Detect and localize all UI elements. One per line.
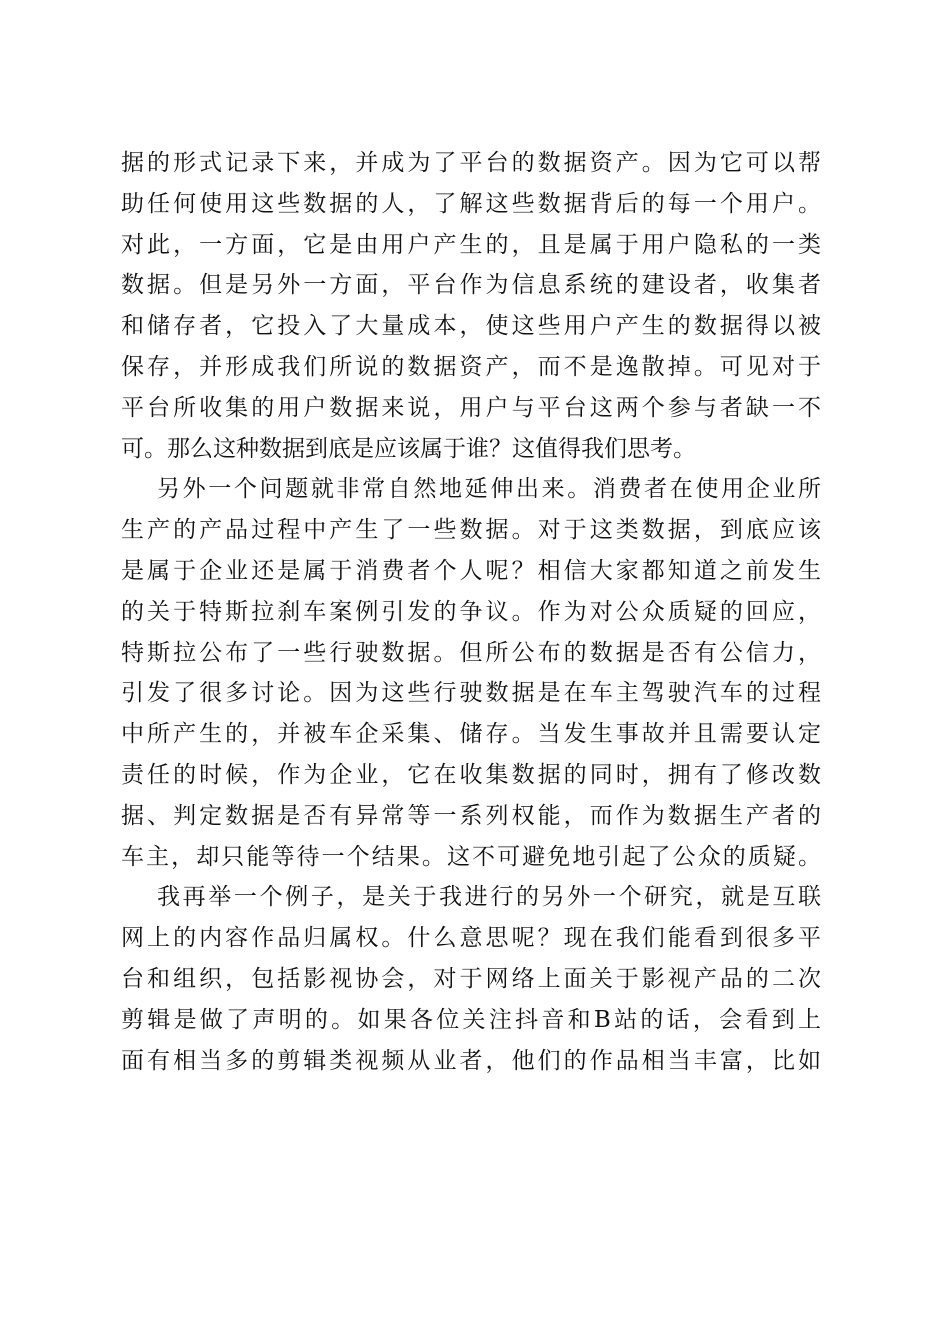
text-line: 责任的时候，作为企业，它在收集数据的同时，拥有了修改数 <box>121 761 821 788</box>
text-line: 助任何使用这些数据的人，了解这些数据背后的每一个用户。 <box>121 190 821 217</box>
text-line: 剪辑是做了声明的。如果各位关注抖音和B站的话，会看到上 <box>121 1006 821 1033</box>
text-line: 车主，却只能等待一个结果。这不可避免地引起了公众的质疑。 <box>121 843 821 870</box>
text-line: 生产的产品过程中产生了一些数据。对于这类数据，到底应该 <box>121 517 821 544</box>
text-line: 网上的内容作品归属权。什么意思呢？现在我们能看到很多平 <box>121 925 821 952</box>
text-line: 是属于企业还是属于消费者个人呢？相信大家都知道之前发生 <box>121 557 821 584</box>
text-line: 可。那么这种数据到底是应该属于谁？这值得我们思考。 <box>121 435 696 462</box>
text-line: 我再举一个例子，是关于我进行的另外一个研究，就是互联 <box>157 884 821 911</box>
text-line: 另外一个问题就非常自然地延伸出来。消费者在使用企业所 <box>157 476 821 503</box>
paragraph-1 <box>121 143 821 469</box>
paragraph-2 <box>121 469 821 877</box>
text-line: 引发了很多讨论。因为这些行驶数据是在车主驾驶汽车的过程 <box>121 680 821 707</box>
paragraph-3 <box>121 877 821 1081</box>
text-line: 台和组织，包括影视协会，对于网络上面关于影视产品的二次 <box>121 965 821 992</box>
text-line: 中所产生的，并被车企采集、储存。当发生事故并且需要认定 <box>121 721 821 748</box>
text-line: 特斯拉公布了一些行驶数据。但所公布的数据是否有公信力， <box>121 639 821 666</box>
text-line: 和储存者，它投入了大量成本，使这些用户产生的数据得以被 <box>121 313 821 340</box>
text-line: 面有相当多的剪辑类视频从业者，他们的作品相当丰富，比如 <box>121 1047 821 1074</box>
text-line: 对此，一方面，它是由用户产生的，且是属于用户隐私的一类 <box>121 231 821 258</box>
text-line: 保存，并形成我们所说的数据资产，而不是逸散掉。可见对于 <box>121 353 821 380</box>
text-line: 平台所收集的用户数据来说，用户与平台这两个参与者缺一不 <box>121 394 821 421</box>
body-text <box>121 143 821 1081</box>
text-line: 据的形式记录下来，并成为了平台的数据资产。因为它可以帮 <box>121 150 821 176</box>
text-line: 据、判定数据是否有异常等一系列权能，而作为数据生产者的 <box>121 802 821 829</box>
text-line: 数据。但是另外一方面，平台作为信息系统的建设者，收集者 <box>121 272 821 299</box>
text-line: 的关于特斯拉刹车案例引发的争议。作为对公众质疑的回应， <box>121 598 821 625</box>
